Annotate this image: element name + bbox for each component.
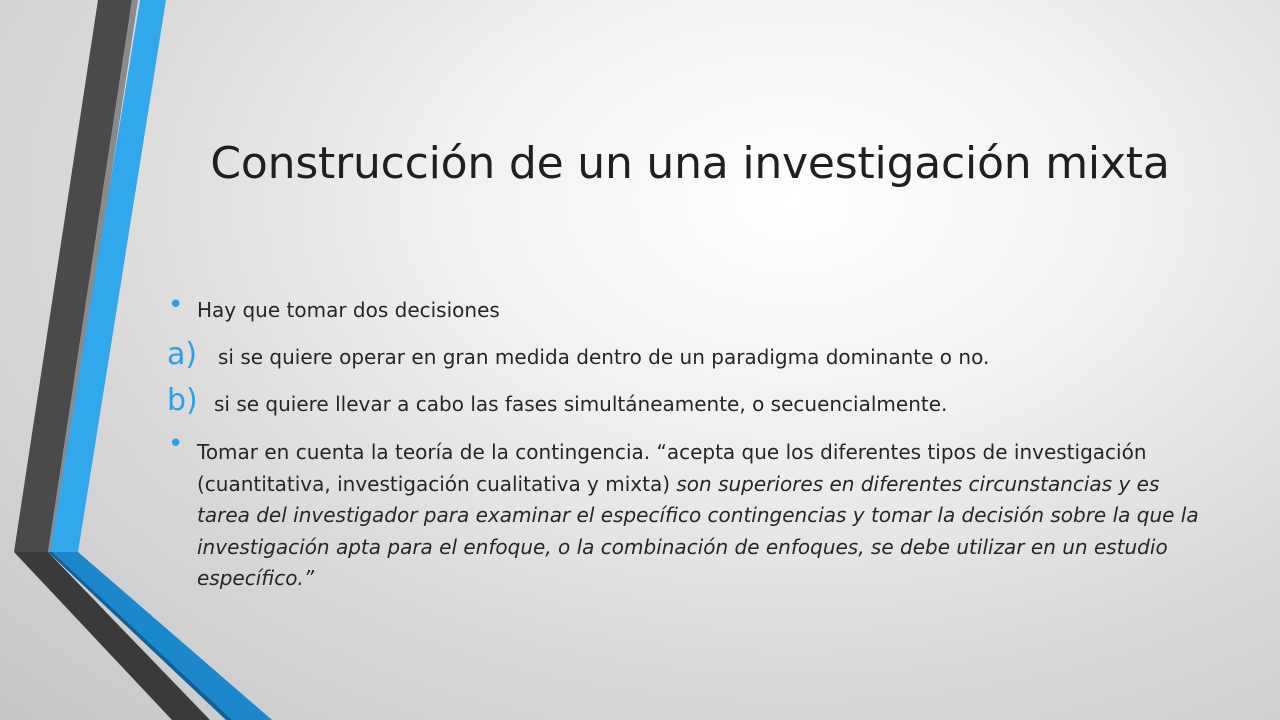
bullet-text-1: Hay que tomar dos decisiones xyxy=(197,298,500,322)
list-marker-a: a) xyxy=(167,337,198,372)
bullet-icon: • xyxy=(168,429,184,459)
paragraph-plain-text: Tomar en cuenta la teoría de la contingencia. “acepta que los diferentes tipos de investigación (cuantitativa, investigación cualitativa y mixta) xyxy=(197,440,1147,496)
slide-title: Construcción de un una investigación mixta xyxy=(210,138,1170,189)
paragraph-italic-text: son superiores en diferentes circunstancias y es tarea del investigador para examinar el específico contingencias y tomar la decisión sobre la que la investigación apta para el enfoque, o la combinación de enfoques, se debe utilizar en un estudio específico.” xyxy=(197,471,1199,590)
contingency-paragraph xyxy=(197,437,1207,595)
list-item-b: si se quiere llevar a cabo las fases simultáneamente, o secuencialmente. xyxy=(214,392,948,416)
list-item-a: si se quiere operar en gran medida dentro de un paradigma dominante o no. xyxy=(218,345,990,369)
list-marker-b: b) xyxy=(167,383,198,418)
bullet-icon: • xyxy=(168,290,184,320)
